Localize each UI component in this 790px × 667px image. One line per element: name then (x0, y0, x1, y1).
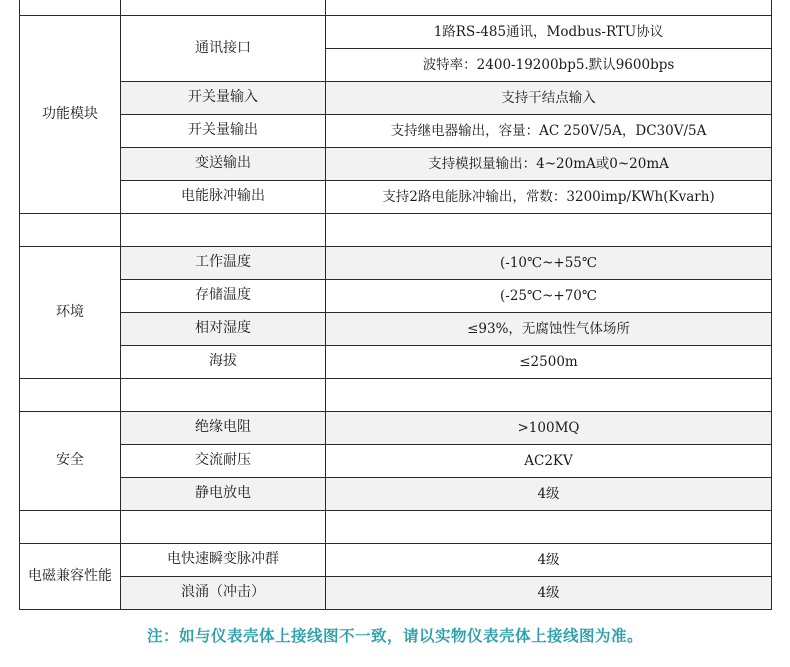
table-row (20, 280, 772, 313)
category-cell: 功能模块 (20, 16, 121, 214)
cell-blank (326, 511, 772, 544)
item-cell: 工作温度 (121, 247, 326, 280)
table-row (20, 577, 772, 610)
table-row (20, 412, 772, 445)
item-cell: 电能脉冲输出 (121, 181, 326, 214)
item-cell: 电快速瞬变脉冲群 (121, 544, 326, 577)
category-cell: 环境 (20, 247, 121, 379)
value-cell: (-10℃~+55℃ (326, 247, 772, 280)
value-cell: ≤93%，无腐蚀性气体场所 (326, 313, 772, 346)
item-cell: 存储温度 (121, 280, 326, 313)
table-row (20, 379, 772, 412)
table-row (20, 247, 772, 280)
value-cell: 支持模拟量输出：4~20mA或0~20mA (326, 148, 772, 181)
cell-blank (326, 379, 772, 412)
item-cell: 交流耐压 (121, 445, 326, 478)
cell-blank (20, 214, 121, 247)
spec-table (19, 0, 772, 610)
item-cell: 变送输出 (121, 148, 326, 181)
value-cell: 1路RS-485通讯，Modbus-RTU协议 (326, 16, 772, 49)
value-cell: 支持2路电能脉冲输出，常数：3200imp/KWh(Kvarh) (326, 181, 772, 214)
category-cell: 电磁兼容性能 (20, 544, 121, 610)
footnote: 注：如与仪表壳体上接线图不一致，请以实物仪表壳体上接线图为准。 (146, 627, 643, 645)
item-cell: 通讯接口 (121, 16, 326, 82)
table-row (20, 115, 772, 148)
item-cell: 开关量输入 (121, 82, 326, 115)
cell-blank (121, 379, 326, 412)
table-row (20, 511, 772, 544)
table-row (20, 181, 772, 214)
cell-blank (20, 379, 121, 412)
value-cell: 波特率：2400-19200bp5.默认9600bps (326, 49, 772, 82)
cell-blank (121, 511, 326, 544)
table-row (20, 346, 772, 379)
cell-blank (121, 214, 326, 247)
table-row (20, 82, 772, 115)
value-cell: 支持干结点输入 (326, 82, 772, 115)
item-cell: 浪涌（冲击） (121, 577, 326, 610)
table-row (20, 478, 772, 511)
table-row (20, 445, 772, 478)
item-cell: 绝缘电阻 (121, 412, 326, 445)
value-cell: AC2KV (326, 445, 772, 478)
table-row (20, 544, 772, 577)
cell-blank (20, 0, 121, 16)
value-cell: ≤2500m (326, 346, 772, 379)
cell-blank (20, 511, 121, 544)
cell-blank (326, 214, 772, 247)
table-row (20, 148, 772, 181)
item-cell: 海拔 (121, 346, 326, 379)
cell-blank (121, 0, 326, 16)
value-cell: 支持继电器输出，容量：AC 250V/5A，DC30V/5A (326, 115, 772, 148)
value-cell: >100MQ (326, 412, 772, 445)
table-row (20, 0, 772, 16)
cell-blank (326, 0, 772, 16)
category-cell: 安全 (20, 412, 121, 511)
table-row (20, 16, 772, 49)
table-row (20, 214, 772, 247)
value-cell: (-25℃~+70℃ (326, 280, 772, 313)
item-cell: 开关量输出 (121, 115, 326, 148)
value-cell: 4级 (326, 478, 772, 511)
value-cell: 4级 (326, 544, 772, 577)
value-cell: 4级 (326, 577, 772, 610)
table-row (20, 313, 772, 346)
item-cell: 相对湿度 (121, 313, 326, 346)
item-cell: 静电放电 (121, 478, 326, 511)
